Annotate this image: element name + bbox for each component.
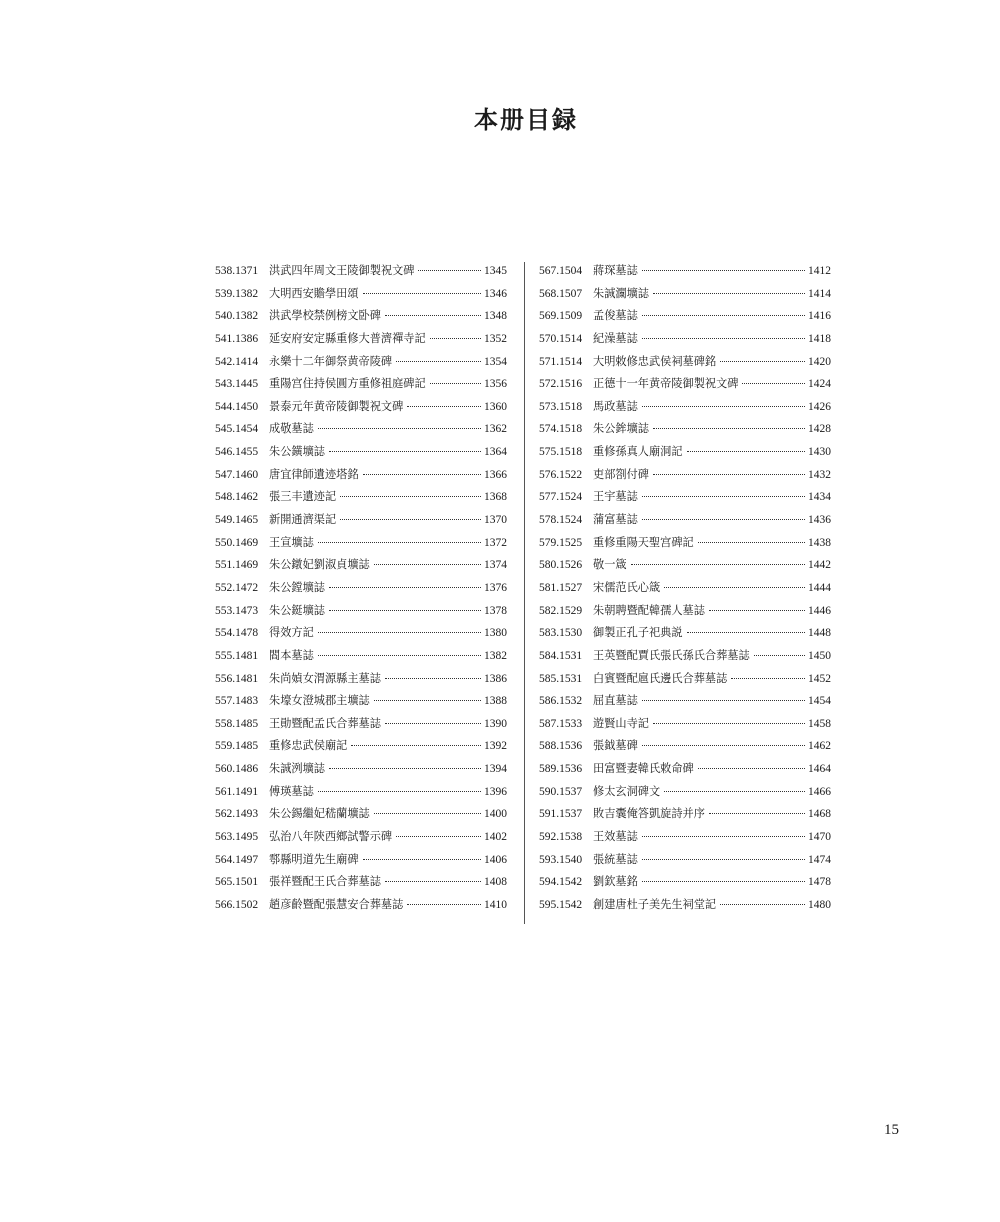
entry-number: 581.1527 — [539, 581, 583, 594]
entry-page: 1348 — [484, 310, 507, 323]
entry-number: 578.1524 — [539, 514, 583, 527]
dot-leader — [329, 768, 481, 769]
entry-page: 1372 — [484, 536, 507, 549]
entry-number: 567.1504 — [539, 265, 583, 277]
column-divider — [524, 262, 525, 924]
entry-number: 586.1532 — [539, 695, 583, 708]
dot-leader — [642, 519, 805, 520]
entry-number: 551.1469 — [215, 559, 259, 572]
entry-title: 洪武學校禁例榜文卧碑 — [269, 309, 381, 323]
toc-column-right — [539, 262, 831, 919]
dot-leader — [340, 496, 481, 497]
entry-page: 1394 — [484, 763, 507, 776]
toc-entry[interactable] — [215, 873, 507, 896]
entry-number: 559.1485 — [215, 740, 259, 753]
entry-number: 585.1531 — [539, 672, 583, 685]
entry-title: 延安府安定縣重修大普濟禪寺記 — [269, 331, 426, 345]
dot-leader — [374, 813, 481, 814]
entry-page: 1414 — [808, 287, 831, 300]
entry-number: 592.1538 — [539, 831, 583, 844]
page-number: 15 — [884, 1122, 899, 1138]
toc-entry[interactable] — [539, 375, 831, 398]
entry-page: 1388 — [484, 695, 507, 708]
entry-page: 1376 — [484, 581, 507, 594]
entry-page: 1366 — [484, 468, 507, 481]
entry-title: 修太玄洞碑文 — [593, 784, 661, 798]
dot-leader — [385, 678, 481, 679]
entry-number: 590.1537 — [539, 785, 583, 798]
entry-page: 1368 — [484, 491, 507, 504]
entry-number: 550.1469 — [215, 536, 259, 549]
dot-leader — [318, 632, 481, 633]
table-of-contents — [215, 262, 831, 924]
dot-leader — [731, 678, 805, 679]
entry-title: 朱公錫繼妃嵇蘭壙誌 — [269, 807, 370, 821]
toc-entry[interactable] — [539, 556, 831, 579]
entry-title: 朱朝聘暨配韓孺人墓誌 — [593, 603, 705, 617]
toc-entry[interactable] — [539, 579, 831, 602]
entry-title: 重修重陽天聖宫碑記 — [593, 535, 694, 549]
dot-leader — [653, 474, 805, 475]
entry-number: 564.1497 — [215, 853, 259, 866]
dot-leader — [664, 587, 805, 588]
entry-page: 1356 — [484, 378, 507, 391]
entry-title: 敗吉囊俺答凱旋詩并序 — [593, 807, 705, 821]
entry-title: 張統墓誌 — [593, 852, 638, 866]
dot-leader — [407, 904, 481, 905]
entry-page: 1470 — [808, 831, 831, 844]
entry-title: 閻本墓誌 — [269, 648, 314, 662]
toc-entry[interactable] — [539, 330, 831, 353]
entry-page: 1474 — [808, 853, 831, 866]
entry-number: 549.1465 — [215, 514, 259, 527]
entry-title: 紀澡墓誌 — [593, 331, 638, 345]
toc-entry[interactable] — [215, 534, 507, 557]
entry-page: 1402 — [484, 831, 507, 844]
entry-number: 591.1537 — [539, 808, 583, 821]
dot-leader — [642, 270, 805, 271]
entry-number: 538.1371 — [215, 265, 259, 277]
entry-number: 583.1530 — [539, 627, 583, 640]
entry-number: 574.1518 — [539, 423, 583, 436]
entry-title: 劉欽墓銘 — [593, 875, 638, 889]
toc-entry[interactable] — [539, 783, 831, 806]
entry-page: 1392 — [484, 740, 507, 753]
entry-page: 1396 — [484, 785, 507, 798]
dot-leader — [374, 564, 481, 565]
entry-title: 朱誠灁壙誌 — [593, 286, 649, 300]
entry-title: 趙彦齡暨配張慧安合葬墓誌 — [269, 897, 404, 911]
entry-page: 1380 — [484, 627, 507, 640]
toc-entry[interactable] — [215, 375, 507, 398]
entry-page: 1360 — [484, 400, 507, 413]
entry-page: 1442 — [808, 559, 831, 572]
dot-leader — [329, 610, 481, 611]
toc-entry[interactable] — [215, 624, 507, 647]
dot-leader — [698, 542, 805, 543]
entry-page: 1390 — [484, 717, 507, 730]
toc-entry[interactable] — [215, 285, 507, 308]
entry-title: 王效墓誌 — [593, 830, 638, 844]
entry-title: 敬一箴 — [593, 558, 627, 572]
entry-page: 1378 — [484, 604, 507, 617]
entry-number: 572.1516 — [539, 378, 583, 391]
entry-title: 唐宜律師遺迹塔銘 — [269, 467, 359, 481]
toc-entry[interactable] — [215, 715, 507, 738]
entry-title: 傅瑛墓誌 — [269, 784, 314, 798]
entry-page: 1370 — [484, 514, 507, 527]
toc-entry[interactable] — [215, 511, 507, 534]
entry-number: 579.1525 — [539, 536, 583, 549]
toc-entry[interactable] — [215, 353, 507, 376]
toc-entry[interactable] — [215, 579, 507, 602]
toc-entry[interactable] — [539, 624, 831, 647]
entry-title: 朱誠洌壙誌 — [269, 762, 325, 776]
entry-number: 575.1518 — [539, 446, 583, 459]
entry-title: 宋儒范氏心箴 — [593, 580, 661, 594]
dot-leader — [642, 836, 805, 837]
entry-title: 重修孫真人廟洞記 — [593, 445, 683, 459]
page-title: 本册目録 — [474, 105, 578, 134]
entry-title: 張祥暨配王氏合葬墓誌 — [269, 875, 381, 889]
toc-entry[interactable] — [539, 896, 831, 919]
entry-number: 594.1542 — [539, 876, 583, 889]
entry-number: 589.1536 — [539, 763, 583, 776]
entry-page: 1434 — [808, 491, 831, 504]
entry-page: 1448 — [808, 627, 831, 640]
entry-title: 田富暨妻韓氏敕命碑 — [593, 762, 694, 776]
toc-entry[interactable] — [215, 737, 507, 760]
toc-entry[interactable] — [215, 805, 507, 828]
entry-number: 542.1414 — [215, 355, 259, 368]
dot-leader — [642, 338, 805, 339]
entry-title: 景泰元年黄帝陵御製祝文碑 — [269, 399, 404, 413]
entry-number: 566.1502 — [215, 898, 259, 911]
dot-leader — [653, 428, 805, 429]
toc-entry[interactable] — [539, 443, 831, 466]
entry-page: 1362 — [484, 423, 507, 436]
entry-page: 1386 — [484, 672, 507, 685]
entry-title: 朱公鋌壙誌 — [269, 603, 325, 617]
toc-entry[interactable] — [539, 262, 831, 285]
entry-page: 1418 — [808, 332, 831, 345]
dot-leader — [407, 406, 481, 407]
entry-title: 大明敕修忠武侯祠墓碑銘 — [593, 354, 717, 368]
toc-entry[interactable] — [215, 851, 507, 874]
entry-page: 1352 — [484, 332, 507, 345]
entry-title: 御製正孔子祀典説 — [593, 626, 683, 640]
toc-column-left — [215, 262, 507, 919]
entry-page: 1444 — [808, 581, 831, 594]
toc-entry[interactable] — [215, 896, 507, 919]
entry-number: 539.1382 — [215, 287, 259, 300]
entry-page: 1374 — [484, 559, 507, 572]
dot-leader — [631, 564, 805, 565]
entry-number: 595.1542 — [539, 898, 583, 911]
toc-entry[interactable] — [539, 602, 831, 625]
entry-page: 1430 — [808, 446, 831, 459]
toc-entry[interactable] — [539, 353, 831, 376]
entry-number: 584.1531 — [539, 649, 583, 662]
dot-leader — [351, 745, 481, 746]
toc-entry[interactable] — [539, 285, 831, 308]
dot-leader — [318, 542, 481, 543]
dot-leader — [642, 700, 805, 701]
toc-entry[interactable] — [539, 534, 831, 557]
toc-entry[interactable] — [539, 737, 831, 760]
entry-title: 朱公鐄壙誌 — [269, 445, 325, 459]
entry-number: 593.1540 — [539, 853, 583, 866]
entry-page: 1438 — [808, 536, 831, 549]
entry-page: 1426 — [808, 400, 831, 413]
toc-entry[interactable] — [539, 511, 831, 534]
entry-number: 540.1382 — [215, 310, 259, 323]
entry-title: 王宇墓誌 — [593, 490, 638, 504]
entry-title: 永樂十二年御祭黄帝陵碑 — [269, 354, 393, 368]
toc-entry[interactable] — [215, 420, 507, 443]
toc-entry[interactable] — [539, 398, 831, 421]
entry-page: 1364 — [484, 446, 507, 459]
toc-entry[interactable] — [215, 670, 507, 693]
entry-number: 560.1486 — [215, 763, 259, 776]
dot-leader — [385, 723, 481, 724]
dot-leader — [385, 881, 481, 882]
entry-title: 朱公鏜壙誌 — [269, 580, 325, 594]
entry-number: 580.1526 — [539, 559, 583, 572]
dot-leader — [363, 859, 481, 860]
entry-page: 1346 — [484, 287, 507, 300]
entry-number: 573.1518 — [539, 400, 583, 413]
entry-number: 548.1462 — [215, 491, 259, 504]
entry-page: 1416 — [808, 310, 831, 323]
dot-leader — [318, 428, 481, 429]
entry-page: 1450 — [808, 649, 831, 662]
entry-title: 成敬墓誌 — [269, 422, 314, 436]
dot-leader — [642, 745, 805, 746]
entry-number: 571.1514 — [539, 355, 583, 368]
entry-title: 正德十一年黄帝陵御製祝文碑 — [593, 377, 739, 391]
toc-entry[interactable] — [539, 647, 831, 670]
dot-leader — [742, 383, 805, 384]
toc-entry[interactable] — [539, 851, 831, 874]
entry-page: 1428 — [808, 423, 831, 436]
dot-leader — [709, 813, 805, 814]
entry-title: 洪武四年周文王陵御製祝文碑 — [269, 264, 415, 277]
entry-title: 大明西安贍學田頌 — [269, 286, 359, 300]
entry-page: 1436 — [808, 514, 831, 527]
dot-leader — [720, 361, 805, 362]
entry-title: 重陽宫住持侯圓方重修祖庭碑記 — [269, 377, 426, 391]
toc-entry[interactable] — [215, 556, 507, 579]
toc-entry[interactable] — [215, 466, 507, 489]
entry-title: 新開通濟渠記 — [269, 513, 337, 527]
entry-page: 1478 — [808, 876, 831, 889]
toc-entry[interactable] — [215, 692, 507, 715]
entry-page: 1406 — [484, 853, 507, 866]
entry-number: 547.1460 — [215, 468, 259, 481]
dot-leader — [363, 474, 481, 475]
entry-number: 576.1522 — [539, 468, 583, 481]
entry-title: 吏部劄付碑 — [593, 467, 649, 481]
dot-leader — [709, 610, 805, 611]
toc-entry[interactable] — [539, 873, 831, 896]
dot-leader — [698, 768, 805, 769]
entry-page: 1345 — [484, 265, 507, 277]
dot-leader — [363, 293, 481, 294]
entry-title: 弘治八年陝西鄉試警示碑 — [269, 830, 393, 844]
toc-entry[interactable] — [215, 398, 507, 421]
entry-page: 1408 — [484, 876, 507, 889]
entry-number: 568.1507 — [539, 287, 583, 300]
entry-title: 創建唐杜子美先生祠堂記 — [593, 897, 717, 911]
entry-title: 鄠縣明道先生廟碑 — [269, 852, 359, 866]
entry-page: 1420 — [808, 355, 831, 368]
dot-leader — [318, 791, 481, 792]
toc-entry[interactable] — [539, 307, 831, 330]
dot-leader — [687, 451, 805, 452]
entry-title: 屈直墓誌 — [593, 694, 638, 708]
toc-entry[interactable] — [215, 828, 507, 851]
dot-leader — [642, 406, 805, 407]
toc-entry[interactable] — [215, 307, 507, 330]
dot-leader — [642, 859, 805, 860]
entry-page: 1354 — [484, 355, 507, 368]
entry-number: 563.1495 — [215, 831, 259, 844]
entry-page: 1446 — [808, 604, 831, 617]
toc-entry[interactable] — [539, 692, 831, 715]
entry-page: 1454 — [808, 695, 831, 708]
entry-number: 569.1509 — [539, 310, 583, 323]
entry-number: 557.1483 — [215, 695, 259, 708]
entry-page: 1382 — [484, 649, 507, 662]
entry-number: 561.1491 — [215, 785, 259, 798]
entry-number: 588.1536 — [539, 740, 583, 753]
entry-number: 582.1529 — [539, 604, 583, 617]
dot-leader — [329, 587, 481, 588]
dot-leader — [664, 791, 805, 792]
entry-title: 得效方記 — [269, 626, 314, 640]
entry-page: 1410 — [484, 898, 507, 911]
entry-page: 1412 — [808, 265, 831, 277]
entry-title: 王英暨配賈氏張氏孫氏合葬墓誌 — [593, 648, 750, 662]
entry-title: 朱公鉾壙誌 — [593, 422, 649, 436]
entry-title: 白賓暨配扈氏邊氏合葬墓誌 — [593, 671, 728, 685]
entry-title: 蔣琛墓誌 — [593, 264, 638, 277]
toc-entry[interactable] — [539, 805, 831, 828]
entry-number: 554.1478 — [215, 627, 259, 640]
dot-leader — [430, 338, 481, 339]
entry-number: 552.1472 — [215, 581, 259, 594]
dot-leader — [396, 361, 481, 362]
entry-number: 543.1445 — [215, 378, 259, 391]
entry-title: 遊賢山寺記 — [593, 716, 649, 730]
entry-number: 545.1454 — [215, 423, 259, 436]
dot-leader — [374, 700, 481, 701]
toc-entry[interactable] — [539, 760, 831, 783]
toc-entry[interactable] — [539, 715, 831, 738]
entry-title: 蒲富墓誌 — [593, 513, 638, 527]
dot-leader — [329, 451, 481, 452]
entry-title: 朱壕女澄城郡主壙誌 — [269, 694, 370, 708]
toc-entry[interactable] — [215, 488, 507, 511]
toc-entry[interactable] — [215, 443, 507, 466]
toc-entry[interactable] — [215, 783, 507, 806]
toc-entry[interactable] — [215, 602, 507, 625]
entry-title: 朱尚媜女渭源縣主墓誌 — [269, 671, 381, 685]
toc-entry[interactable] — [215, 262, 507, 285]
dot-leader — [754, 655, 805, 656]
entry-number: 553.1473 — [215, 604, 259, 617]
toc-entry[interactable] — [539, 420, 831, 443]
entry-page: 1480 — [808, 898, 831, 911]
dot-leader — [396, 836, 481, 837]
dot-leader — [418, 270, 481, 271]
entry-title: 張鉞墓碑 — [593, 739, 638, 753]
dot-leader — [430, 383, 481, 384]
toc-entry[interactable] — [539, 670, 831, 693]
dot-leader — [653, 293, 805, 294]
entry-page: 1452 — [808, 672, 831, 685]
entry-title: 馬政墓誌 — [593, 399, 638, 413]
entry-page: 1468 — [808, 808, 831, 821]
entry-page: 1458 — [808, 717, 831, 730]
dot-leader — [642, 315, 805, 316]
entry-number: 562.1493 — [215, 808, 259, 821]
entry-number: 544.1450 — [215, 400, 259, 413]
entry-number: 558.1485 — [215, 717, 259, 730]
dot-leader — [642, 881, 805, 882]
entry-title: 重修忠武侯廟記 — [269, 739, 348, 753]
dot-leader — [318, 655, 481, 656]
entry-title: 王勛暨配孟氏合葬墓誌 — [269, 716, 381, 730]
toc-entry[interactable] — [539, 488, 831, 511]
entry-title: 王宣壙誌 — [269, 535, 314, 549]
entry-page: 1400 — [484, 808, 507, 821]
entry-page: 1462 — [808, 740, 831, 753]
entry-title: 朱公鐓妃劉淑貞壙誌 — [269, 558, 370, 572]
entry-number: 587.1533 — [539, 717, 583, 730]
entry-title: 孟俊墓誌 — [593, 309, 638, 323]
toc-entry[interactable] — [215, 647, 507, 670]
toc-entry[interactable] — [215, 760, 507, 783]
toc-entry[interactable] — [215, 330, 507, 353]
dot-leader — [720, 904, 805, 905]
dot-leader — [687, 632, 805, 633]
entry-page: 1424 — [808, 378, 831, 391]
entry-page: 1432 — [808, 468, 831, 481]
dot-leader — [340, 519, 481, 520]
entry-number: 570.1514 — [539, 332, 583, 345]
entry-number: 546.1455 — [215, 446, 259, 459]
entry-title: 張三丰遺迹記 — [269, 490, 337, 504]
entry-page: 1466 — [808, 785, 831, 798]
toc-entry[interactable] — [539, 828, 831, 851]
entry-number: 541.1386 — [215, 332, 259, 345]
entry-page: 1464 — [808, 763, 831, 776]
dot-leader — [642, 496, 805, 497]
entry-number: 565.1501 — [215, 876, 259, 889]
entry-number: 577.1524 — [539, 491, 583, 504]
entry-number: 555.1481 — [215, 649, 259, 662]
dot-leader — [653, 723, 805, 724]
toc-entry[interactable] — [539, 466, 831, 489]
entry-number: 556.1481 — [215, 672, 259, 685]
dot-leader — [385, 315, 481, 316]
